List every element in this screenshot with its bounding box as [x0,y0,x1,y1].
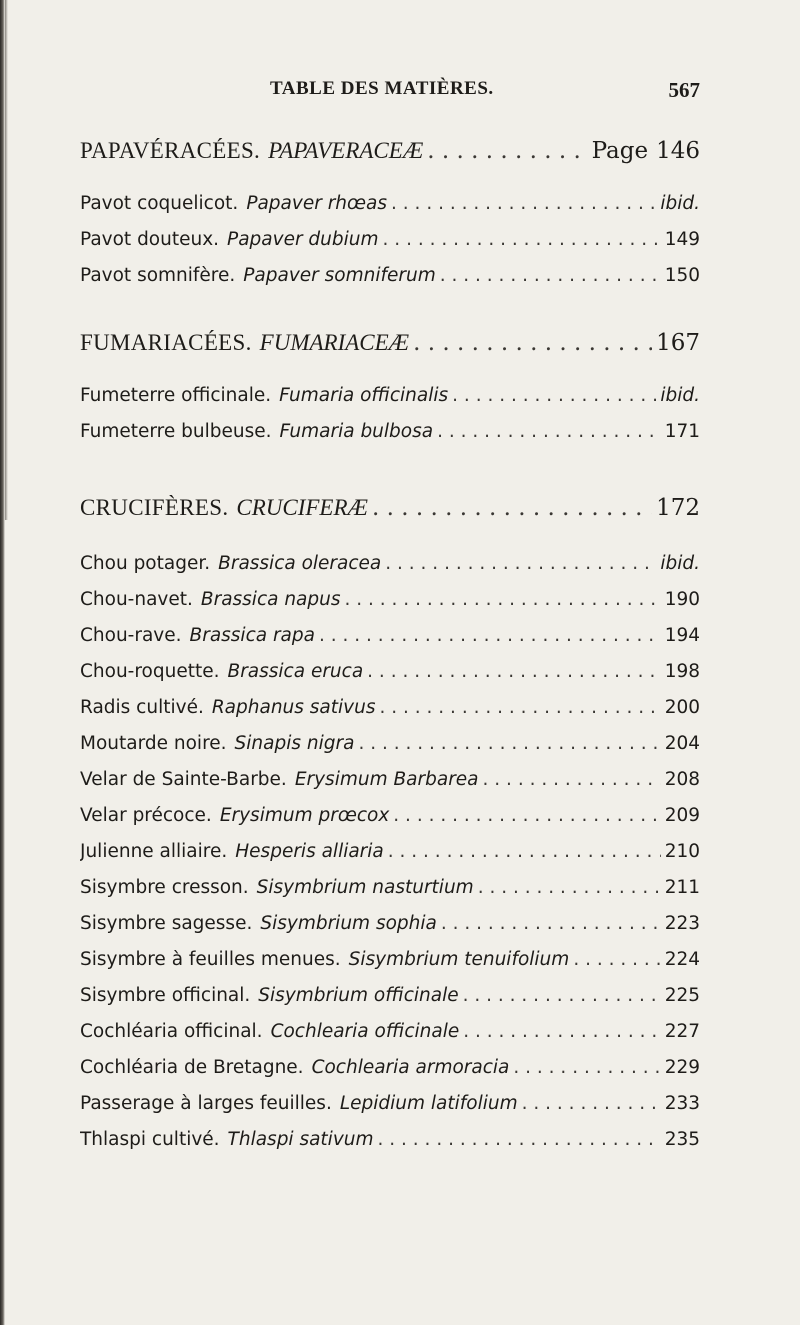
entry-latin-name: Cochlearia officinale [270,1021,460,1042]
entry-french-name: Passerage à larges feuilles. [80,1093,332,1114]
entry-page: 233 [664,1093,700,1114]
entry-latin-name: Fumaria bulbosa [279,421,434,442]
toc-entry [80,949,700,970]
entry-french-name: Sisymbre cresson. [80,877,249,898]
entry-latin-name: Sinapis nigra [234,733,355,754]
entry-latin-name: Cochlearia armoracia [311,1057,510,1078]
entry-page: ibid. [660,193,700,214]
toc-entry [80,913,700,934]
dot-leader [573,949,660,970]
toc-entry [80,421,700,442]
entry-latin-name: Brassica napus [200,589,341,610]
dot-leader [440,265,661,286]
family-french-name: CRUCIFÈRES. [80,495,229,520]
entry-latin-name: Sisymbrium nasturtium [256,877,474,898]
toc-entry [80,661,700,682]
running-header [80,78,700,108]
toc-entry [80,805,700,826]
entry-french-name: Thlaspi cultivé. [80,1129,220,1150]
entry-page: 171 [664,421,700,442]
entry-page: ibid. [660,553,700,574]
dot-leader [513,1057,660,1078]
toc-entry [80,265,700,286]
toc-entry [80,553,700,574]
dot-leader [483,769,661,790]
toc-entry [80,1021,700,1042]
entry-page: 204 [664,733,700,754]
dot-leader [393,805,660,826]
dot-leader [388,841,661,862]
family-page: 146 [656,138,700,164]
dot-leader [385,553,656,574]
running-title: TABLE DES MATIÈRES. [270,78,494,99]
entry-french-name: Moutarde noire. [80,733,227,754]
family-page: 172 [656,495,700,521]
entry-page: 209 [664,805,700,826]
toc-entry [80,1129,700,1150]
family-heading-cruciferae [80,495,700,521]
entry-page: 223 [664,913,700,934]
entry-french-name: Chou-roquette. [80,661,220,682]
entry-french-name: Chou-rave. [80,625,182,646]
entry-page: 150 [664,265,700,286]
page-number: 567 [668,78,700,102]
entry-page: 149 [664,229,700,250]
entry-latin-name: Papaver rhœas [246,193,388,214]
toc-entry [80,385,700,406]
toc-entry [80,1093,700,1114]
entry-latin-name: Raphanus sativus [211,697,376,718]
family-french-name: PAPAVÉRACÉES. [80,138,261,163]
family-latin-name: FUMARIACEÆ [259,330,410,355]
dot-leader [441,913,661,934]
entry-french-name: Fumeterre officinale. [80,385,272,406]
toc-entry [80,229,700,250]
entry-latin-name: Sisymbrium tenuifolium [348,949,570,970]
entry-french-name: Cochléaria officinal. [80,1021,263,1042]
entry-latin-name: Brassica eruca [227,661,364,682]
dot-leader [378,1129,661,1150]
family-page: 167 [656,330,700,356]
entry-page: 235 [664,1129,700,1150]
entry-french-name: Velar de Sainte-Barbe. [80,769,287,790]
entry-latin-name: Lepidium latifolium [339,1093,518,1114]
toc-entry [80,769,700,790]
dot-leader [452,385,656,406]
dot-leader [413,330,652,356]
toc-entry [80,1057,700,1078]
entry-latin-name: Brassica rapa [189,625,315,646]
entry-page: 227 [664,1021,700,1042]
dot-leader [437,421,661,442]
family-french-name: FUMARIACÉES. [80,330,252,355]
dot-leader [427,138,587,164]
entry-page: 224 [664,949,700,970]
entry-latin-name: Papaver somniferum [243,265,436,286]
entry-page: 225 [664,985,700,1006]
entry-latin-name: Brassica oleracea [218,553,382,574]
toc-entry [80,193,700,214]
entry-latin-name: Sisymbrium sophia [260,913,437,934]
toc-entry [80,877,700,898]
entry-page: 194 [664,625,700,646]
entry-latin-name: Erysimum Barbarea [294,769,479,790]
entry-page: 210 [664,841,700,862]
dot-leader [372,495,652,521]
dot-leader [463,985,661,1006]
page-label: Page [591,138,649,164]
dot-leader [522,1093,661,1114]
entry-page: 198 [664,661,700,682]
entry-latin-name: Fumaria officinalis [279,385,449,406]
entry-french-name: Julienne alliaire. [80,841,228,862]
entry-page: ibid. [660,385,700,406]
entry-latin-name: Hesperis alliaria [235,841,384,862]
entry-french-name: Chou-navet. [80,589,193,610]
toc-entry [80,697,700,718]
toc-entry [80,985,700,1006]
toc-entry [80,733,700,754]
toc-entry [80,841,700,862]
entry-page: 200 [664,697,700,718]
dot-leader [463,1021,660,1042]
toc-entry [80,589,700,610]
entry-french-name: Fumeterre bulbeuse. [80,421,272,442]
entry-french-name: Radis cultivé. [80,697,204,718]
dot-leader [391,193,656,214]
entry-french-name: Sisymbre à feuilles menues. [80,949,341,970]
family-heading-fumariaceae [80,330,700,356]
entry-french-name: Chou potager. [80,553,211,574]
dot-leader [478,877,661,898]
toc-entry [80,625,700,646]
book-spine-edge [5,0,8,520]
entry-french-name: Pavot coquelicot. [80,193,239,214]
entry-french-name: Pavot somnifère. [80,265,236,286]
dot-leader [345,589,661,610]
entry-page: 190 [664,589,700,610]
dot-leader [383,229,661,250]
entry-page: 208 [664,769,700,790]
family-heading-papaveraceae [80,138,700,164]
dot-leader [367,661,661,682]
entry-french-name: Cochléaria de Bretagne. [80,1057,304,1078]
dot-leader [358,733,660,754]
entry-french-name: Sisymbre sagesse. [80,913,253,934]
dot-leader [379,697,660,718]
entry-latin-name: Thlaspi sativum [227,1129,374,1150]
entry-page: 211 [664,877,700,898]
entry-french-name: Sisymbre officinal. [80,985,251,1006]
family-latin-name: PAPAVERACEÆ [268,138,424,163]
entry-latin-name: Erysimum prœcox [219,805,390,826]
entry-latin-name: Papaver dubium [227,229,379,250]
family-latin-name: CRUCIFERÆ [236,495,368,520]
dot-leader [319,625,661,646]
entry-page: 229 [664,1057,700,1078]
entry-french-name: Velar précoce. [80,805,212,826]
entry-latin-name: Sisymbrium officinale [258,985,459,1006]
entry-french-name: Pavot douteux. [80,229,220,250]
